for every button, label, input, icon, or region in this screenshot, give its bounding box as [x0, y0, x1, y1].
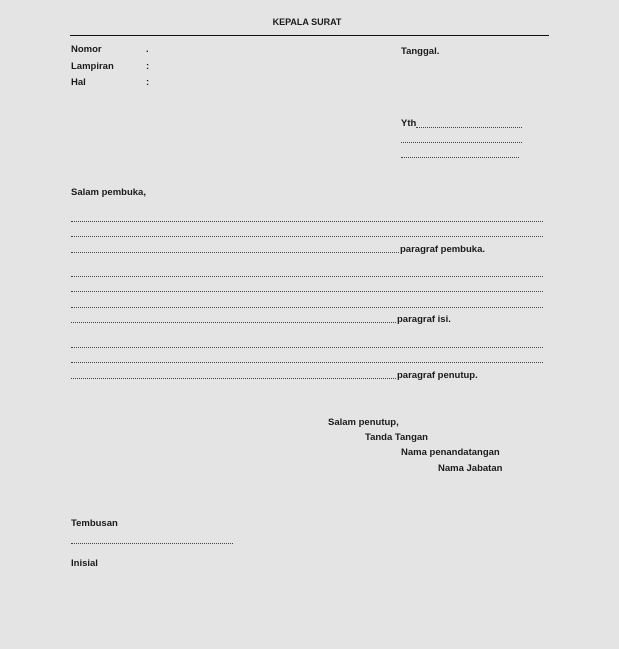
lampiran-label: Lampiran — [71, 61, 114, 72]
paragraph-line — [71, 362, 543, 363]
paragraph-line — [71, 307, 543, 308]
tembusan-line — [71, 543, 233, 544]
paragraph-line — [71, 378, 396, 379]
signature-label: Tanda Tangan — [365, 432, 428, 443]
letterhead-rule — [70, 35, 549, 36]
paragraph-line — [71, 236, 543, 237]
tembusan-label: Tembusan — [71, 518, 118, 529]
closing-salutation: Salam penutup, — [328, 417, 399, 428]
yth-label: Yth — [401, 118, 417, 129]
nomor-separator: . — [146, 44, 149, 55]
signer-name: Nama penandatangan — [401, 447, 500, 458]
paragraph-line — [71, 252, 399, 253]
greeting: Salam pembuka, — [71, 187, 146, 198]
paragraph-line — [71, 322, 396, 323]
paragraph-line — [71, 221, 543, 222]
paragraph-line — [71, 276, 543, 277]
lampiran-separator: : — [146, 61, 150, 72]
paragraph-line — [71, 291, 543, 292]
body-paragraph-label: paragraf isi. — [397, 314, 451, 325]
nomor-label: Nomor — [71, 44, 102, 55]
letterhead-title: KEPALA SURAT — [272, 17, 342, 27]
hal-separator: : — [146, 77, 150, 88]
opening-paragraph-label: paragraf pembuka. — [400, 244, 485, 255]
signer-position: Nama Jabatan — [438, 463, 503, 474]
tanggal-label: Tanggal. — [401, 46, 440, 57]
recipient-line — [401, 157, 519, 158]
recipient-line — [401, 142, 522, 143]
paragraph-line — [71, 347, 543, 348]
inisial-label: Inisial — [71, 558, 98, 569]
hal-label: Hal — [71, 77, 86, 88]
closing-paragraph-label: paragraf penutup. — [397, 370, 478, 381]
recipient-line — [416, 127, 522, 128]
